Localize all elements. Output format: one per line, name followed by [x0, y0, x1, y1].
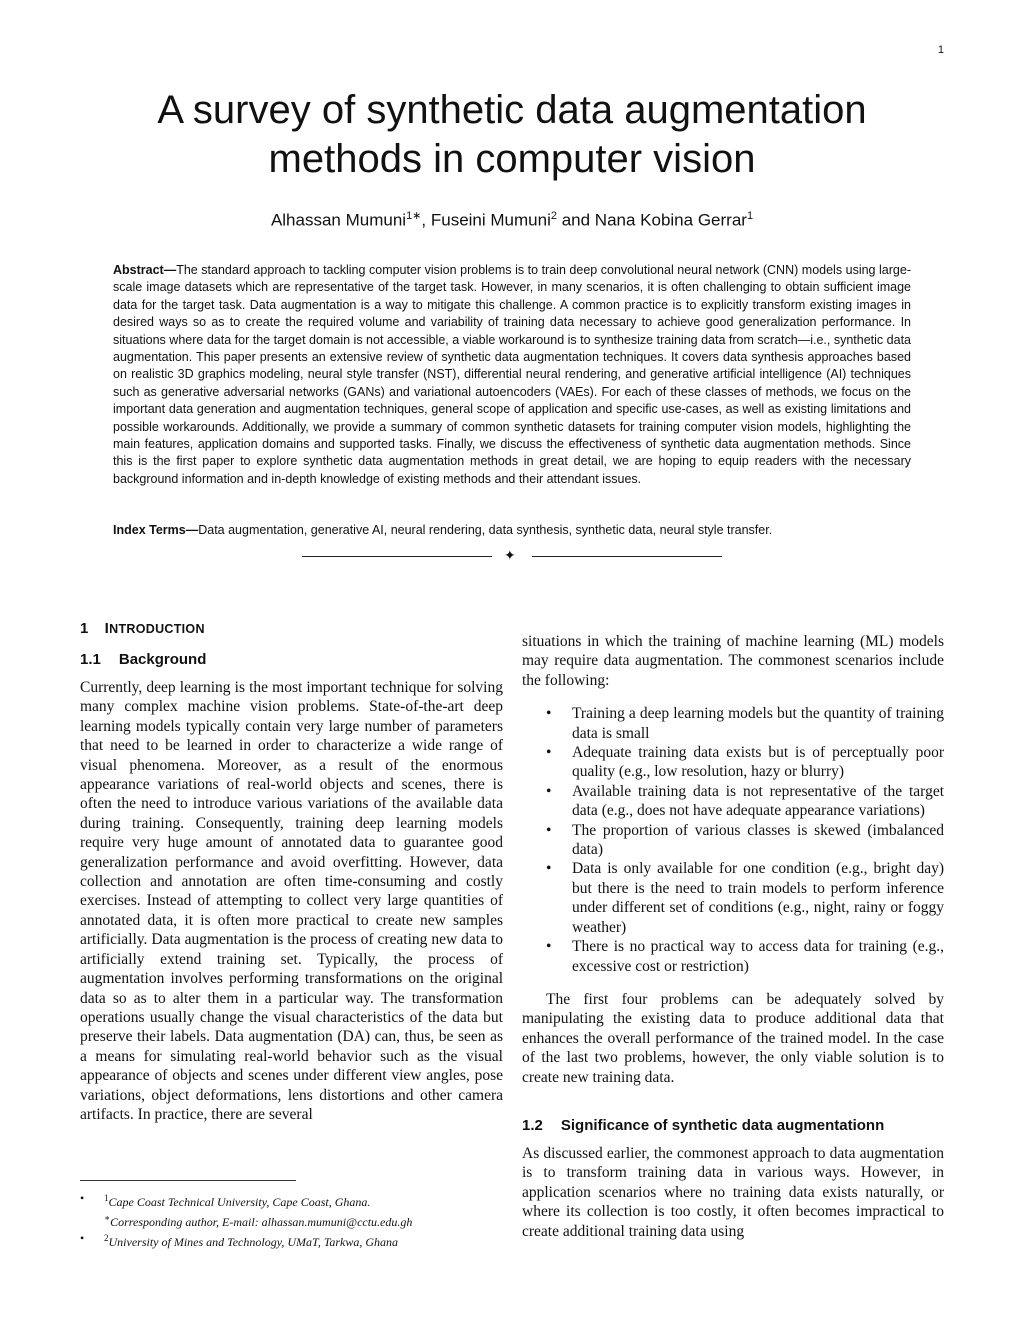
index-terms-label: Index Terms— — [113, 523, 199, 537]
background-paragraph: Currently, deep learning is the most important technique for solving many complex machine vision problems. State-of-the-art deep learning models typically contain very large number of parameters that need to be learned in order to characterize a wide range of visual phenomena. Moreover, as a result of the enormous appearance variations of real-world objects and scenes, there is often the need to introduce various variations of the available data during training. Consequently, training deep learning models require very huge amount of annotated data to guarantee good generalization performance and avoid overfitting. However, data collection and annotation are often time-consuming and costly exercises. Instead of attempting to collect very large quantities of annotated data, it is often more practical to create new samples artificially. Data augmentation is the process of creating new data to artificially extend training set. Typically, the process of augmentation involves performing transformations on the original data so as to alter them in a particular way. The transformation operations usually change the visual characteristics of the data but preserve their labels. Data augmentation (DA) can, thus, be seen as a means for simulating real-world behavior such as the visual appearance of objects and scenes under different view angles, pose variations, object deformations, lens distortions and other camera artifacts. In practice, there are several — [80, 679, 503, 1123]
subsection-title: Significance of synthetic data augmentationn — [560, 1116, 885, 1134]
list-item-text: Training a deep learning models but the quantity of training data is small — [572, 705, 944, 742]
abstract-text: The standard approach to tackling computer vision problems is to train deep convolutional neural network (CNN) models using large-scale image datasets which are representative of the target task. However, in many scenarios, it is often challenging to obtain sufficient image data for the target task. Data augmentation is a way to mitigate this challenge. A common practice is to explicitly transform existing images in desired ways so as to create the required volume and variability of training data necessary to achieve good generalization performance. In situations where data for the target domain is not accessible, a viable workaround is to synthesize training data from scratch—i.e., synthetic data augmentation. This paper presents an extensive review of synthetic data augmentation techniques. It covers data synthesis approaches based on realistic 3D graphics modeling, neural style transfer (NST), differential neural rendering, and generative artificial intelligence (AI) techniques such as generative adversarial networks (GANs) and variational autoencoders (VAEs). For each of these classes of methods, we focus on the important data generation and augmentation techniques, general scope of application and specific use-cases, as well as existing limitations and possible workarounds. Additionally, we provide a summary of common synthetic datasets for training computer vision models, highlighting the main features, application domains and supported tasks. Finally, we discuss the effectiveness of synthetic data augmentation methods. Since this is the first paper to explore synthetic data augmentation methods in great detail, we are hoping to equip readers with the necessary background information and in-depth knowledge of existing methods and their attendant issues. — [113, 263, 911, 486]
subsection-title: Background — [118, 651, 207, 668]
footnote-mark: 1 — [104, 1193, 109, 1203]
bullet-icon: • — [546, 938, 552, 956]
subsection-heading-background — [80, 651, 503, 668]
section-number: 1 — [80, 620, 89, 637]
page-number: 1 — [937, 44, 944, 56]
significance-paragraph: As discussed earlier, the commonest approach to data augmentation is to transform training data in various ways. However, in application scenarios where no training data exists naturally, or where its collection is too costly, it often becomes impractical to create additional training data using — [522, 1144, 944, 1240]
author-separator: and — [556, 210, 595, 230]
list-item-text: Adequate training data exists but is of perceptually poor quality (e.g., low resolution, hazy or blurry) — [572, 744, 944, 781]
list-item-text: There is no practical way to access data for training (e.g., excessive cost or restriction) — [572, 938, 944, 975]
author-affiliation-mark: 2 — [550, 210, 557, 222]
list-item — [522, 782, 944, 821]
footnote — [80, 1190, 503, 1210]
list-item — [522, 859, 944, 937]
section-title-initial: I — [104, 620, 110, 637]
author-name: Alhassan Mumuni — [270, 210, 407, 230]
paper-title: A survey of synthetic data augmentation methods in computer vision — [157, 88, 867, 181]
scenario-list — [522, 704, 944, 976]
footnote-mark: 2 — [104, 1233, 109, 1243]
separator-line-right — [532, 556, 722, 557]
list-item — [522, 821, 944, 860]
subsection-number: 1.2 — [522, 1116, 543, 1134]
author-affiliation-mark: 1∗ — [406, 210, 422, 222]
bullet-icon: • — [546, 860, 552, 878]
footnote — [80, 1210, 503, 1230]
bullet-icon: • — [546, 744, 552, 762]
abstract-label: Abstract— — [113, 263, 177, 277]
abstract — [113, 262, 911, 488]
section-title-rest: NTRODUCTION — [109, 622, 205, 636]
list-item — [522, 937, 944, 976]
footnote-bullet: • — [80, 1231, 85, 1245]
index-terms-text: Data augmentation, generative AI, neural rendering, data synthesis, synthetic data, neural style transfer. — [198, 523, 773, 537]
author-separator: , — [421, 210, 431, 230]
list-item-text: The proportion of various classes is skewed (imbalanced data) — [572, 821, 944, 859]
footnote-text: University of Mines and Technology, UMaT, Tarkwa, Ghana — [108, 1235, 399, 1249]
separator-diamond-icon: ✦ — [504, 549, 516, 564]
author-name: Fuseini Mumuni — [430, 210, 551, 230]
index-terms — [113, 522, 911, 539]
section-heading-introduction — [80, 620, 503, 637]
list-item — [522, 743, 944, 782]
author-affiliation-mark: 1 — [746, 210, 754, 222]
footnotes — [80, 1190, 503, 1250]
intro-continuation-paragraph: situations in which the training of machine learning (ML) models may require data augmentation. The commonest scenarios include the following: — [522, 633, 944, 689]
bullet-icon: • — [546, 821, 552, 839]
right-column — [522, 632, 944, 1241]
list-item-text: Available training data is not representative of the target data (e.g., does not have adequate appearance variations) — [572, 782, 944, 820]
section-separator — [302, 548, 722, 566]
left-column — [80, 620, 503, 1124]
bullet-icon: • — [546, 782, 552, 800]
footnote-text: Cape Coast Technical University, Cape Coast, Ghana. — [108, 1195, 371, 1209]
footnote — [80, 1230, 503, 1250]
author-name: Nana Kobina Gerrar — [594, 210, 747, 230]
separator-line-left — [302, 556, 492, 557]
list-item — [522, 704, 944, 743]
subsection-number: 1.1 — [80, 651, 101, 668]
footnote-text: Corresponding author, E-mail: alhassan.mumuni@cctu.edu.gh — [110, 1215, 413, 1229]
author-list — [100, 209, 924, 231]
list-item-text: Data is only available for one condition (e.g., bright day) but there is the need to train models to perform inference under different set of conditions (e.g., night, rainy or foggy weather) — [572, 860, 944, 936]
footnote-rule — [80, 1180, 296, 1181]
footnote-mark: ∗ — [104, 1213, 111, 1223]
footnote-bullet: • — [80, 1191, 85, 1205]
bullet-icon: • — [546, 705, 552, 723]
problems-paragraph: The first four problems can be adequately solved by manipulating the existing data to produce additional data that enhances the overall performance of the trained model. In the case of the last two problems, however, the only viable solution is to create new training data. — [522, 990, 944, 1086]
subsection-heading-significance — [522, 1117, 944, 1134]
